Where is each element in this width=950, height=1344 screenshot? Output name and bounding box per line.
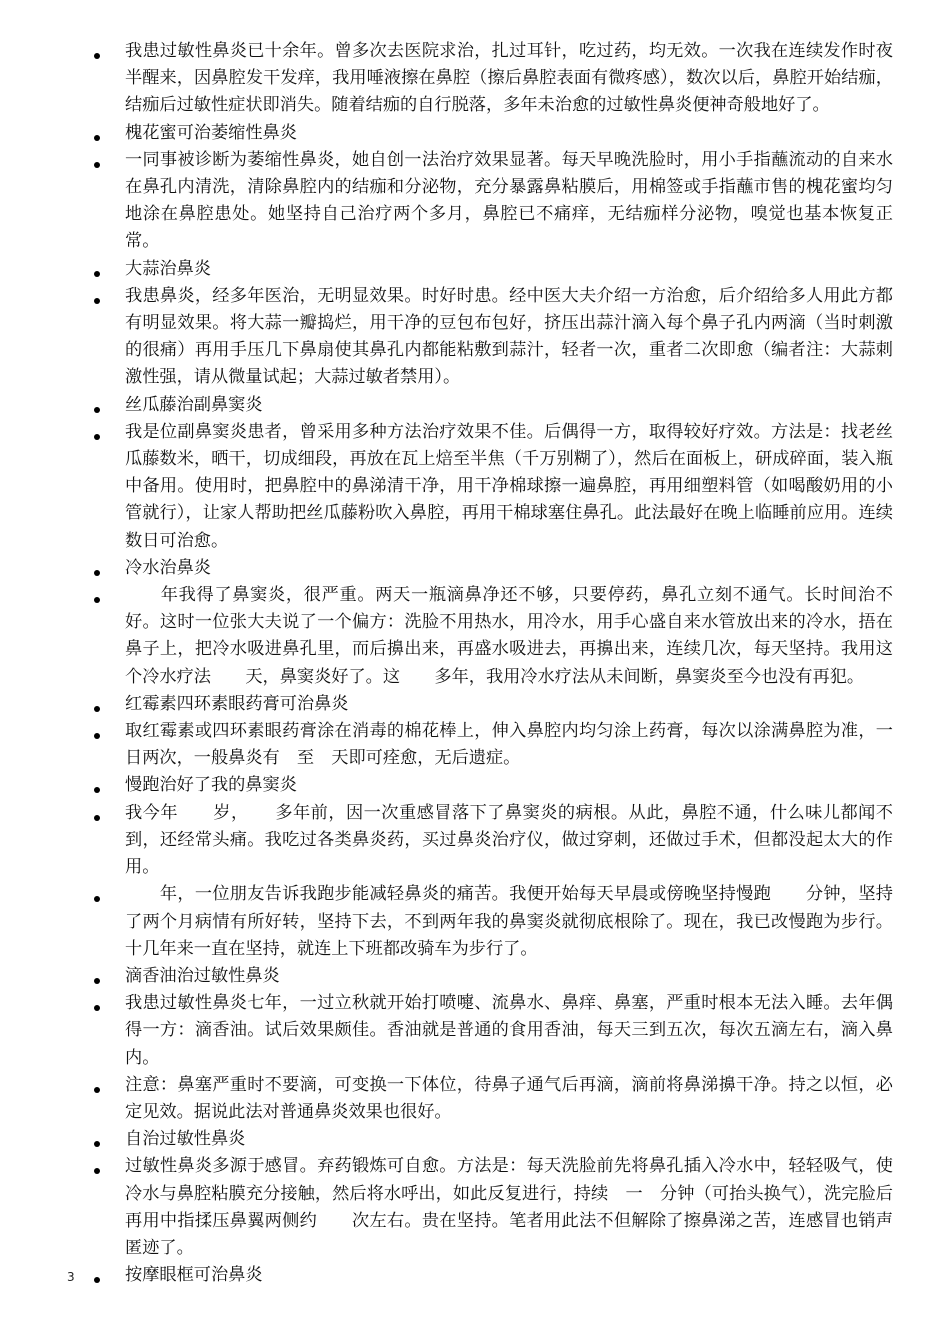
item-heading: 槐花蜜可治萎缩性鼻炎 xyxy=(125,122,297,143)
list-item xyxy=(88,256,893,283)
list-item xyxy=(88,38,893,120)
item-heading: 按摩眼框可治鼻炎 xyxy=(125,1265,263,1286)
bullet-icon xyxy=(94,1141,100,1147)
item-heading: 红霉素四环素眼药膏可治鼻炎 xyxy=(125,693,349,714)
item-text: 我今年 岁， 多年前，因一次重感冒落下了鼻窦炎的病根。从此，鼻腔不通，什么味儿都闻不到，还经常头痛。我吃过各类鼻炎药，买过鼻炎治疗仪，做过穿刺，还做过手术，但都没起太大的作用。 xyxy=(125,802,893,878)
item-heading: 滴香油治过敏性鼻炎 xyxy=(125,965,280,986)
item-heading: 自治过敏性鼻炎 xyxy=(125,1129,246,1150)
bullet-icon xyxy=(94,815,100,821)
item-heading: 慢跑治好了我的鼻窦炎 xyxy=(125,775,297,796)
bullet-icon xyxy=(94,1005,100,1011)
item-text: 注意：鼻塞严重时不要滴，可变换一下体位，待鼻子通气后再滴，滴前将鼻涕擤干净。持之以恒，必定见效。据说此法对普通鼻炎效果也很好。 xyxy=(125,1074,893,1122)
item-text: 取红霉素或四环素眼药膏涂在消毒的棉花棒上，伸入鼻腔内均匀涂上药膏，每次以涂满鼻腔为准，一日两次，一般鼻炎有 至 天即可痊愈，无后遗症。 xyxy=(125,721,893,769)
list-item xyxy=(88,120,893,147)
bullet-icon xyxy=(94,1087,100,1093)
list-item xyxy=(88,392,893,419)
bullet-icon xyxy=(94,1168,100,1174)
bullet-icon xyxy=(94,570,100,576)
item-text: 我患过敏性鼻炎已十余年。曾多次去医院求治，扎过耳针，吃过药，均无效。一次我在连续发作时夜半醒来，因鼻腔发干发痒，我用唾液擦在鼻腔（擦后鼻腔表面有微疼感），数次以后，鼻腔开始结痂，结痂后过敏性症状即消失。随着结痂的自行脱落，多年未治愈的过敏性鼻炎便神奇般地好了。 xyxy=(125,41,893,116)
item-text: 我患鼻炎，经多年医治，无明显效果。时好时患。经中医大夫介绍一方治愈，后介绍给多人用此方都有明显效果。将大蒜一瓣捣烂，用干净的豆包布包好，挤压出蒜汁滴入每个鼻子孔内两滴（当时刺激的很痛）再用手压几下鼻扇使其鼻孔内都能粘敷到蒜汁，轻者一次，重者二次即愈（编者注：大蒜刺激性强，请从微量试起；大蒜过敏者禁用）。 xyxy=(125,285,893,388)
bullet-icon xyxy=(94,896,100,902)
item-text: 一同事被诊断为萎缩性鼻炎，她自创一法治疗效果显著。每天早晚洗脸时，用小手指蘸流动的自来水在鼻孔内清洗，清除鼻腔内的结痂和分泌物，充分暴露鼻粘膜后，用棉签或手指蘸市售的槐花蜜均匀地涂在鼻腔患处。她坚持自己治疗两个多月，鼻腔已不痛痒，无结痂样分泌物，嗅觉也基本恢复正常。 xyxy=(125,149,893,252)
list-item xyxy=(88,691,893,718)
item-heading: 丝瓜藤治副鼻窦炎 xyxy=(125,394,263,415)
page-number: 3 xyxy=(67,1270,75,1284)
list-item xyxy=(88,881,893,963)
bullet-icon xyxy=(94,978,100,984)
list-item xyxy=(88,419,893,555)
list-item xyxy=(88,718,893,772)
list-item xyxy=(88,990,893,1072)
bullet-icon xyxy=(94,787,100,793)
list-item xyxy=(88,963,893,990)
list-item xyxy=(88,772,893,799)
item-heading: 冷水治鼻炎 xyxy=(125,557,211,578)
list-item xyxy=(88,1262,893,1289)
bullet-icon xyxy=(94,271,100,277)
list-item xyxy=(88,800,893,882)
bullet-icon xyxy=(94,53,100,59)
list-item xyxy=(88,555,893,582)
list-item xyxy=(88,582,893,691)
bullet-icon xyxy=(94,706,100,712)
bullet-icon xyxy=(94,434,100,440)
item-text: 年，一位朋友告诉我跑步能减轻鼻炎的痛苦。我便开始每天早晨或傍晚坚持慢跑 分钟，坚持了两个月病情有所好转，坚持下去，不到两年我的鼻窦炎就彻底根除了。现在，我已改慢跑为步行。十几年来一直在坚持，就连上下班都改骑车为步行了。 xyxy=(125,884,893,959)
item-text: 年我得了鼻窦炎，很严重。两天一瓶滴鼻净还不够，只要停药，鼻孔立刻不通气。长时间治不好。这时一位张大夫说了一个偏方：洗脸不用热水，用冷水，用手心盛自来水管放出来的冷水，捂在鼻子上，把冷水吸进鼻孔里，而后擤出来，再盛水吸进去，再擤出来，连续几次，每天坚持。我用这个冷水疗法 天，鼻窦炎好了。这 多年，我用冷水疗法从未间断，鼻窦炎至今也没有再犯。 xyxy=(125,585,893,687)
item-text: 过敏性鼻炎多源于感冒。弃药锻炼可自愈。方法是：每天洗脸前先将鼻孔插入冷水中，轻轻吸气，使冷水与鼻腔粘膜充分接触，然后将水呼出，如此反复进行，持续 一 分钟（可抬头换气），洗完脸后再用中指揉压鼻翼两侧约 次左右。贵在坚持。笔者用此法不但解除了擦鼻涕之苦，连感冒也销声匿迹了。 xyxy=(125,1156,893,1258)
list-item xyxy=(88,1153,893,1262)
remedy-list xyxy=(88,38,893,1289)
list-item xyxy=(88,147,893,256)
list-item xyxy=(88,283,893,392)
item-text: 我患过敏性鼻炎七年，一过立秋就开始打喷嚏、流鼻水、鼻痒、鼻塞，严重时根本无法入睡。去年偶得一方：滴香油。试后效果颇佳。香油就是普通的食用香油，每天三到五次，每次五滴左右，滴入鼻内。 xyxy=(125,993,893,1068)
bullet-icon xyxy=(94,1277,100,1283)
bullet-icon xyxy=(94,135,100,141)
item-text: 我是位副鼻窦炎患者，曾采用多种方法治疗效果不佳。后偶得一方，取得较好疗效。方法是：找老丝瓜藤数米，晒干，切成细段，再放在瓦上焙至半焦（千万别糊了），然后在面板上，研成碎面，装入瓶中备用。使用时，把鼻腔中的鼻涕清干净，用干净棉球擦一遍鼻腔，再用细塑料管（如喝酸奶用的小管就行），让家人帮助把丝瓜藤粉吹入鼻腔，再用干棉球塞住鼻孔。此法最好在晚上临睡前应用。连续数日可治愈。 xyxy=(125,421,893,551)
bullet-icon xyxy=(94,298,100,304)
item-heading: 大蒜治鼻炎 xyxy=(125,258,211,279)
bullet-icon xyxy=(94,733,100,739)
list-item xyxy=(88,1072,893,1126)
bullet-icon xyxy=(94,597,100,603)
bullet-icon xyxy=(94,162,100,168)
list-item xyxy=(88,1126,893,1153)
bullet-icon xyxy=(94,407,100,413)
